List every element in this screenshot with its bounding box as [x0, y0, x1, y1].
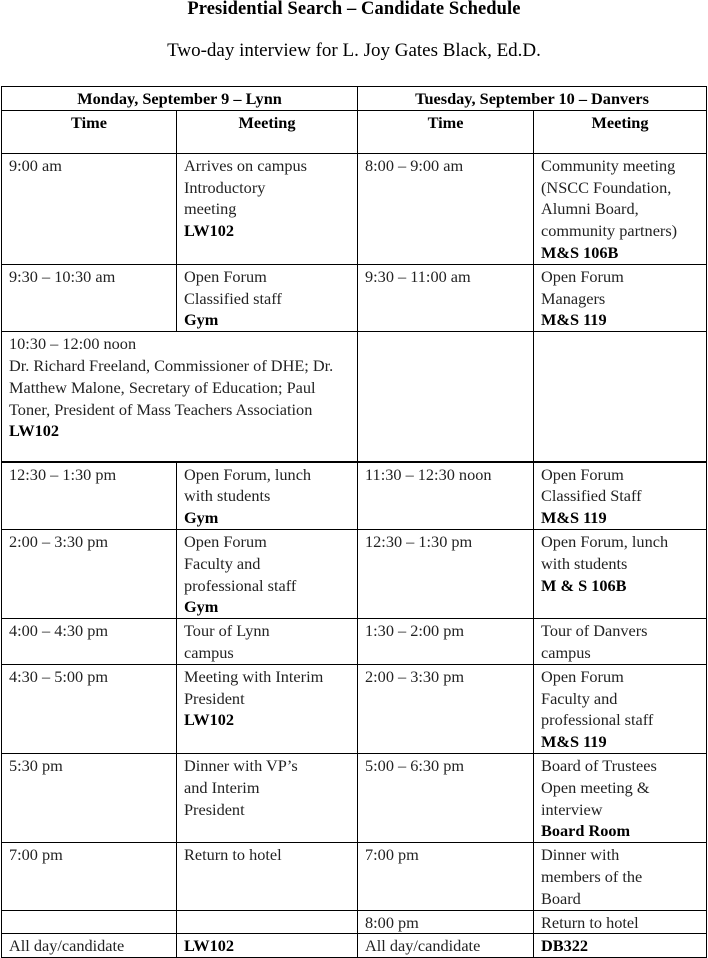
session-time: 11:30 – 12:30 noon	[365, 464, 492, 484]
meeting-room: LW102	[184, 936, 235, 956]
meeting-line: Dinner with	[541, 845, 620, 865]
session-time: 8:00 – 9:00 am	[365, 155, 464, 175]
tuesday-meeting-cell	[534, 153, 707, 264]
monday-time-header: Time	[2, 110, 177, 153]
empty-meeting-cell	[534, 332, 707, 462]
session-time: 2:00 – 3:30 pm	[365, 666, 465, 686]
empty-time-cell	[358, 332, 534, 462]
meeting-line: and Interim	[184, 777, 260, 797]
tuesday-meeting-cell	[534, 664, 707, 753]
table-row	[2, 910, 707, 934]
monday-meeting-cell	[177, 843, 358, 910]
tuesday-time-cell	[358, 619, 534, 665]
meeting-line: Open Forum	[541, 464, 624, 484]
meeting-line: Classified Staff	[541, 486, 642, 506]
meeting-line: (NSCC Foundation,	[541, 177, 672, 197]
meeting-room: Gym	[184, 310, 219, 330]
meeting-room: LW102	[184, 221, 235, 241]
table-row	[2, 264, 707, 331]
meeting-line: Tour of Lynn	[184, 621, 270, 641]
session-time: 1:30 – 2:00 pm	[365, 621, 465, 641]
meeting-line: campus	[541, 643, 591, 663]
tuesday-meeting-cell	[534, 264, 707, 331]
monday-time-cell	[2, 664, 177, 753]
document-title: Presidential Search – Candidate Schedule	[187, 0, 521, 19]
tuesday-time-cell	[358, 910, 534, 934]
meeting-line: Open Forum	[541, 666, 624, 686]
session-time: 7:00 pm	[365, 845, 419, 865]
meeting-line: Community meeting	[541, 155, 676, 175]
meeting-line: Board	[541, 888, 581, 908]
monday-time-cell	[2, 462, 177, 530]
tuesday-meeting-cell	[534, 530, 707, 619]
table-row	[2, 332, 707, 462]
session-time: 4:30 – 5:00 pm	[9, 666, 109, 686]
meeting-room: Gym	[184, 508, 219, 528]
meeting-line: Tour of Danvers	[541, 621, 648, 641]
meeting-line: campus	[184, 643, 234, 663]
table-row	[2, 530, 707, 619]
meeting-line: Meeting with Interim	[184, 666, 324, 686]
monday-meeting-cell	[177, 153, 358, 264]
meeting-line: President	[184, 688, 245, 708]
meeting-room: M & S 106B	[541, 575, 627, 595]
meeting-line: Open Forum	[541, 266, 624, 286]
tuesday-meeting-header: Meeting	[534, 110, 707, 153]
meeting-room: M&S 119	[541, 508, 607, 528]
monday-time-cell	[2, 910, 177, 934]
monday-meeting-cell	[177, 910, 358, 934]
meeting-line: Introductory	[184, 177, 266, 197]
session-time: 9:30 – 11:00 am	[365, 266, 471, 286]
session-time: 5:00 – 6:30 pm	[365, 756, 465, 776]
tuesday-meeting-cell	[534, 462, 707, 530]
meeting-line: professional staff	[541, 710, 654, 730]
meeting-line: Dinner with VP’s	[184, 756, 298, 776]
session-time: 8:00 pm	[365, 912, 419, 932]
meeting-line: meeting	[184, 199, 237, 219]
table-row	[2, 153, 707, 264]
session-time: 9:30 – 10:30 am	[9, 266, 116, 286]
monday-meeting-cell	[177, 264, 358, 331]
tuesday-meeting-cell	[534, 619, 707, 665]
meeting-line: Return to hotel	[541, 912, 639, 932]
monday-time-cell	[2, 264, 177, 331]
monday-meeting-cell	[177, 754, 358, 843]
session-time: 10:30 – 12:00 noon	[9, 334, 137, 354]
tuesday-meeting-cell	[534, 754, 707, 843]
session-time: All day/candidate	[365, 936, 481, 956]
wide-session-cell	[2, 332, 358, 462]
meeting-line: President	[184, 799, 245, 819]
table-row	[2, 843, 707, 910]
meeting-line: Faculty and	[184, 553, 261, 573]
monday-time-cell	[2, 619, 177, 665]
meeting-line: Board of Trustees	[541, 756, 657, 776]
tuesday-time-cell	[358, 843, 534, 910]
session-time: All day/candidate	[9, 936, 125, 956]
meeting-line: with students	[184, 486, 271, 506]
session-time: 12:30 – 1:30 pm	[9, 464, 117, 484]
monday-meeting-cell	[177, 530, 358, 619]
session-room: LW102	[9, 421, 60, 441]
monday-meeting-header: Meeting	[177, 110, 358, 153]
meeting-line: with students	[541, 553, 628, 573]
meeting-line: Faculty and	[541, 688, 618, 708]
monday-meeting-cell	[177, 664, 358, 753]
tuesday-time-cell	[358, 754, 534, 843]
meeting-line: Open Forum	[184, 532, 267, 552]
monday-time-cell	[2, 530, 177, 619]
meeting-line: professional staff	[184, 575, 297, 595]
tuesday-time-header: Time	[358, 110, 534, 153]
session-time: 5:30 pm	[9, 756, 63, 776]
monday-meeting-cell	[177, 462, 358, 530]
meeting-room: Board Room	[541, 821, 631, 841]
schedule-table	[1, 86, 707, 958]
monday-meeting-cell	[177, 619, 358, 665]
tuesday-meeting-cell	[534, 910, 707, 934]
meeting-line: Return to hotel	[184, 845, 282, 865]
column-header-row	[2, 110, 707, 153]
tuesday-time-cell	[358, 264, 534, 331]
tuesday-time-cell	[358, 530, 534, 619]
session-time: 12:30 – 1:30 pm	[365, 532, 473, 552]
meeting-line: Arrives on campus	[184, 155, 307, 175]
meeting-line: Managers	[541, 288, 606, 308]
monday-meeting-cell	[177, 934, 358, 958]
meeting-line: Classified staff	[184, 288, 282, 308]
table-row	[2, 754, 707, 843]
tuesday-time-cell	[358, 153, 534, 264]
session-time: 2:00 – 3:30 pm	[9, 532, 109, 552]
meeting-line: Open Forum	[184, 266, 267, 286]
monday-time-cell	[2, 754, 177, 843]
meeting-room: M&S 119	[541, 732, 607, 752]
tuesday-meeting-cell	[534, 843, 707, 910]
meeting-room: Gym	[184, 597, 219, 617]
meeting-line: Open meeting &	[541, 777, 650, 797]
meeting-room: M&S 119	[541, 310, 607, 330]
meeting-room: DB322	[541, 936, 589, 956]
tuesday-time-cell	[358, 462, 534, 530]
tuesday-meeting-cell	[534, 934, 707, 958]
meeting-line: members of the	[541, 867, 643, 887]
session-time: 7:00 pm	[9, 845, 63, 865]
tuesday-heading: Tuesday, September 10 – Danvers	[358, 87, 707, 111]
tuesday-time-cell	[358, 934, 534, 958]
monday-time-cell	[2, 843, 177, 910]
meeting-line: Open Forum, lunch	[184, 464, 312, 484]
tuesday-time-cell	[358, 664, 534, 753]
meeting-room: M&S 106B	[541, 242, 619, 262]
monday-heading: Monday, September 9 – Lynn	[2, 87, 358, 111]
meeting-line: Open Forum, lunch	[541, 532, 669, 552]
session-description: Dr. Richard Freeland, Commissioner of DHE; Dr. Matthew Malone, Secretary of Education; Paul Toner, President of Mass Teachers Association	[9, 355, 334, 419]
day-header-row	[2, 87, 707, 111]
session-time: 9:00 am	[9, 155, 62, 175]
meeting-line: interview	[541, 799, 603, 819]
table-row	[2, 664, 707, 753]
document-subtitle: Two-day interview for L. Joy Gates Black, Ed.D.	[167, 40, 541, 61]
table-row	[2, 462, 707, 530]
meeting-line: community partners)	[541, 221, 678, 241]
meeting-room: LW102	[184, 710, 235, 730]
monday-time-cell	[2, 153, 177, 264]
meeting-line: Alumni Board,	[541, 199, 639, 219]
session-time: 4:00 – 4:30 pm	[9, 621, 109, 641]
monday-time-cell	[2, 934, 177, 958]
table-row	[2, 934, 707, 958]
table-row	[2, 619, 707, 665]
